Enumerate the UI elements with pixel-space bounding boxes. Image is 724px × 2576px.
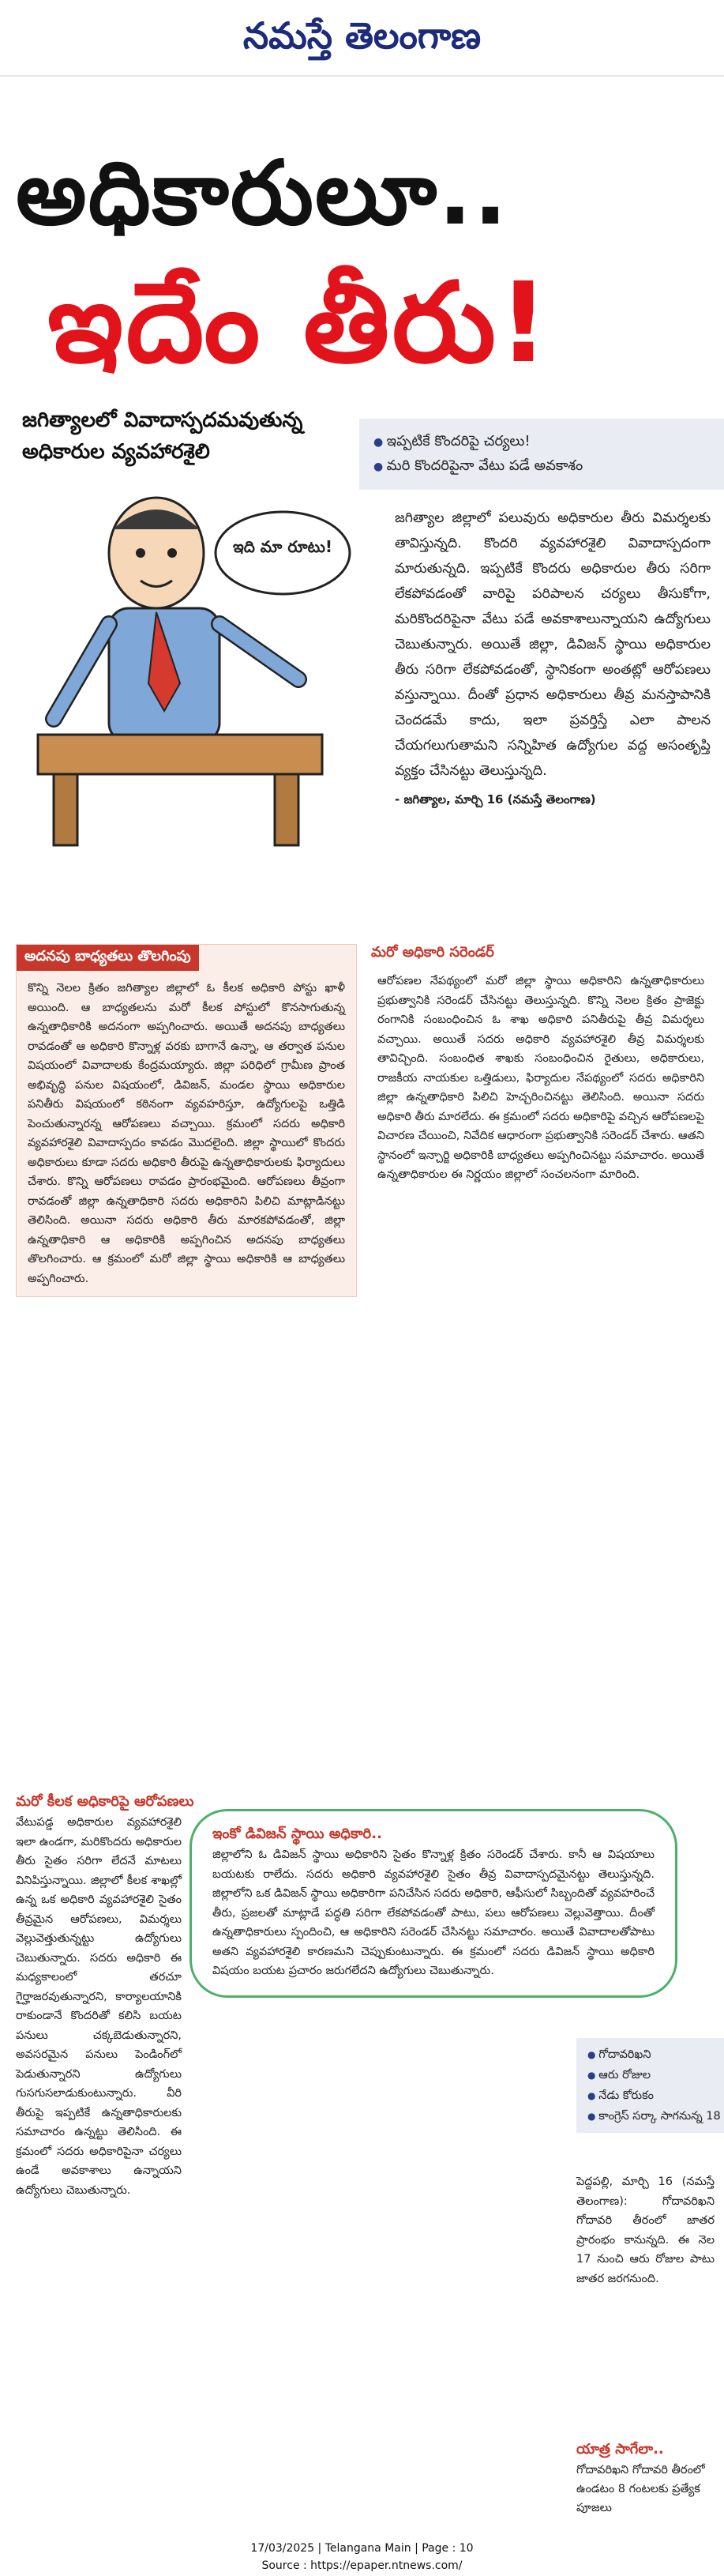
- subsection-text: గోదావరిఖని గోదావరి తీరంలో ఉండటం 8 గంటలకు ప్రత్యేక పూజలు: [576, 2464, 705, 2514]
- box-title: ఇంకో డివిజన్ స్థాయి అధికారి..: [212, 1826, 382, 1842]
- subsection-title: యాత్ర సాగేలా..: [576, 2441, 664, 2458]
- bullet-item: ● కాంగ్రెస్ సర్కా సాగనున్న 18: [587, 2106, 724, 2127]
- footer-source: Source : https://epaper.ntnews.com/: [261, 2559, 463, 2572]
- intro-article: [395, 506, 711, 812]
- bullet-item: ● ఇప్పటికే కొందరిపై చర్యలు!: [373, 430, 721, 454]
- side-story-bullets: [576, 2038, 724, 2133]
- bullet-item: ● ఆరు రోజుల: [587, 2065, 724, 2085]
- section-body: కొన్ని నెలల క్రితం జగిత్యాల జిల్లాలో ఓ కీలక అధికారి పోస్టు ఖాళీ అయింది. ఆ బాధ్యతలను మరో కీలక పోస్టులో కొనసాగుతున్న ఉన్నతాధికారికి అదనంగా అప్పగించారు. అయితే అదనపు బాధ్యతలు రావడంతో ఆ అధికారి కొన్నాళ్ల వరకు బాగానే ఉన్నా, ఆ తర్వాత పనుల విషయంలో వివాదాలకు కేంద్రమయ్యారు. జిల్లా పరిధిలో గ్రామీణ ప్రాంత అభివృద్ధి పనుల విషయంలో, డివిజన్, మండల స్థాయి అధికారుల పనితీరు విషయంలో కఠినంగా వ్యవహరిస్తూ, ఉద్యోగులపై ఒత్తిడి పెంచుతున్నారన్న ఆరోపణలు వచ్చాయి. క్రమంలో సదరు అధికారి వ్యవహారశైలి వివాదాస్పదం కావడం మొదలైంది. జిల్లా స్థాయిలో కొందరు అధికారులు కూడా సదరు అధికారి తీరుపై ఉన్నతాధికారులకు ఫిర్యాదులు చేశారు. కొన్ని ఆరోపణలు రావడం ప్రారంభమైంది. ఆరోపణలు తీవ్రంగా రావడంతో జిల్లా ఉన్నతాధికారి సదరు అధికారిని పిలిచి మాట్లాడినట్టు తెలిసింది. అయినా సదరు అధికారి తీరు మారకపోవడంతో, జిల్లా ఉన్నతాధికారి ఆ అధికారికి అప్పగించిన అదనపు బాధ్యతలు తొలగించారు. ఆ క్రమంలో మరో జిల్లా స్థాయి అధికారికి ఆ బాధ్యతలు అప్పగించారు.: [28, 982, 345, 1285]
- bullet-item: ● గోదావరిఖని: [587, 2044, 724, 2065]
- intro-text: జగిత్యాల జిల్లాలో పలువురు అధికారుల తీరు విమర్శలకు తావిస్తున్నది. కొందరి వ్యవహారశైలి వివాదాస్పదంగా మారుతున్నది. ఇప్పటికే కొందరు అధికారుల తీరు సరిగా లేకపోవడంతో వారిపై పరిపాలన చర్యలు తీసుకోగా, మరికొందరిపైనా వేటు పడే అవకాశాలున్నాయని ఉద్యోగులు చెబుతున్నారు. అయితే జిల్లా, డివిజన్ స్థాయి అధికారుల తీరు సరిగా లేకపోవడంతో, స్థానికంగా అంతట్లో ఆరోపణలు వస్తున్నాయి. దీంతో ప్రధాన అధికారులు తీవ్ర మనస్తాపానికి చెందడమే కాదు, ఇలా ప్రవర్తిస్తే ఎలా పాలన చేయగలుగుతామని సన్నిహిత ఉద్యోగుల వద్ద అసంతృప్తి వ్యక్తం చేసినట్టు తెలుస్తున్నది.: [395, 510, 711, 779]
- cartoon-illustration: [22, 482, 417, 853]
- footer-date-page: 17/03/2025 | Telangana Main | Page : 10: [250, 2542, 474, 2555]
- section-title: అదనపు బాధ్యతలు తొలగింపు: [17, 945, 199, 971]
- section-title: మరో కీలక అధికారిపై ఆరోపణలు: [16, 1793, 194, 1810]
- headline-line-2: ఇదేం తీరు!: [47, 259, 551, 388]
- subheadline: జగిత్యాలలో వివాదాస్పదమవుతున్న అధికారుల వ్యవహారశైలి: [22, 408, 303, 464]
- page-footer: [0, 2540, 724, 2574]
- side-story-subsection: [576, 2441, 715, 2518]
- section-title: మరో అధికారి సరెండర్: [371, 944, 494, 961]
- section-body: వేటుపడ్డ అధికారుల వ్యవహారశైలి ఇలా ఉండగా, మరికొందరు అధికారుల తీరు సైతం సరిగా లేదనే మాటలు వినిపిస్తున్నాయి. జిల్లాలో కీలక శాఖల్లో ఉన్న ఒక అధికారి వ్యవహారశైలి సైతం తీవ్రమైన ఆరోపణలు, విమర్శలు వెల్లువెత్తుతున్నట్టు ఉద్యోగులు చెబుతున్నారు. సదరు అధికారి ఈ మధ్యకాలంలో తరచూ గైర్హాజరవుతున్నారని, కార్యాలయానికి రాకుండానే కొందరితో కలిసి బయట పనులు చక్కబెడుతున్నారని, అవసరమైన పనులు పెండింగ్‌లో పెడుతున్నారని ఉద్యోగులు గుసగుసలాడుకుంటున్నారు. వీరి తీరుపై ఇప్పటికే ఉన్నతాధికారులకు సమాచారం ఉన్నట్టు తెలిసింది. ఈ క్రమంలో సదరు అధికారిపైనా చర్యలు ఉండే అవకాశాలు ఉన్నాయని ఉద్యోగులు చెబుతున్నారు.: [16, 1816, 182, 2197]
- top-bullet-list: [359, 419, 724, 490]
- section-additional-duties: [16, 944, 357, 1297]
- bullet-item: ● మరి కొందరిపైనా వేటు పడే అవకాశం: [373, 454, 721, 479]
- masthead: నమస్తే తెలంగాణ: [0, 0, 724, 77]
- cartoon-drawing: [22, 482, 393, 853]
- box-body: జిల్లాలోని ఓ డివిజన్ స్థాయి అధికారిని సైతం కొన్నాళ్ల క్రితం సరెండర్ చేశారు. కానీ ఆ విషయాలు బయటకు రాలేదు. సదరు అధికారి వ్యవహారశైలి సైతం తీవ్ర వివాదాస్పదమైనట్టు తెలుస్తున్నది. జిల్లాలోని ఒక డివిజన్ స్థాయి అధికారిగా పనిచేసిన సదరు అధికారి, ఆఫీసులో సిబ్బందితో వ్యవహరించే తీరు, ప్రజలతో మాట్లాడే పద్ధతి సరిగా లేకపోవడంతో పాటు, పలు ఆరోపణలు వెల్లువెత్తాయి. దీంతో ఉన్నతాధికారులు స్పందించి, ఆ అధికారిని సరెండర్ చేసినట్టు సమాచారం. అయితే వివాదాలతోపాటు అతని వ్యవహారశైలి కారణమని చెప్పుకుంటున్నారు. ఈ క్రమంలో సదరు డివిజన్ స్థాయి అధికారి విషయం బయట ప్రచారం జరుగలేదని ఉద్యోగులు చెబుతున్నారు.: [212, 1848, 655, 1977]
- bullet-item: ● నేడు కోరుకం: [587, 2085, 724, 2106]
- cartoon-speech-bubble: ఇది మా రూటు!: [232, 537, 333, 556]
- headline-line-1: అధికారులూ..: [16, 142, 509, 245]
- division-officer-box: [189, 1809, 677, 1998]
- section-surrender: [371, 944, 711, 1193]
- dateline: - జగిత్యాల, మార్చి 16 (నమస్తే తెలంగాణ): [395, 792, 596, 807]
- section-body: ఆరోపణల నేపథ్యంలో మరో జిల్లా స్థాయి అధికారిని ఉన్నతాధికారులు ప్రభుత్వానికి సరెండర్ చేసినట్టు తెలుస్తున్నది. కొన్ని నెలల క్రితం ప్రాజెక్టు రంగానికి సంబంధించిన ఓ శాఖ అధికారి పనితీరుపై తీవ్ర విమర్శలు వచ్చాయి. అయితే సదరు అధికారి వ్యవహారశైలి తీవ్ర విమర్శలకు తావిచ్చింది. సంబంధిత శాఖకు సంబంధించిన రైతులు, అధికారులు, రాజకీయ నాయకుల ఒత్తిడులు, ఫిర్యాదుల నేపథ్యంలో సదరు అధికారిని జిల్లా ఉన్నతాధికారి పిలిచి హెచ్చరించినట్టు తెలిసింది. అయినా సదరు అధికారి తీరు మారలేదు. ఈ క్రమంలో సదరు అధికారిపై వచ్చిన ఆరోపణలపై విచారణ చేయించి, నివేదిక ఆధారంగా ప్రభుత్వానికి సరెండర్ చేశారు. ఆతని స్థానంలో ఇన్చార్జి అధికారికి బాధ్యతలు అప్పగించినట్టు సమాచారం. అయితే ఉన్నతాధికారుల ఈ నిర్ణయం జిల్లాలో సంచలనంగా మారింది.: [377, 975, 705, 1181]
- side-story-body: పెద్దపల్లి, మార్చి 16 (నమస్తే తెలంగాణ): గోదావరిఖని గోదావరి తీరంలో జాతర ప్రారంభం కానున్నది. ఈ నెల 17 నుంచి ఆరు రోజుల పాటు జాతర జరగనుంది.: [576, 2175, 715, 2285]
